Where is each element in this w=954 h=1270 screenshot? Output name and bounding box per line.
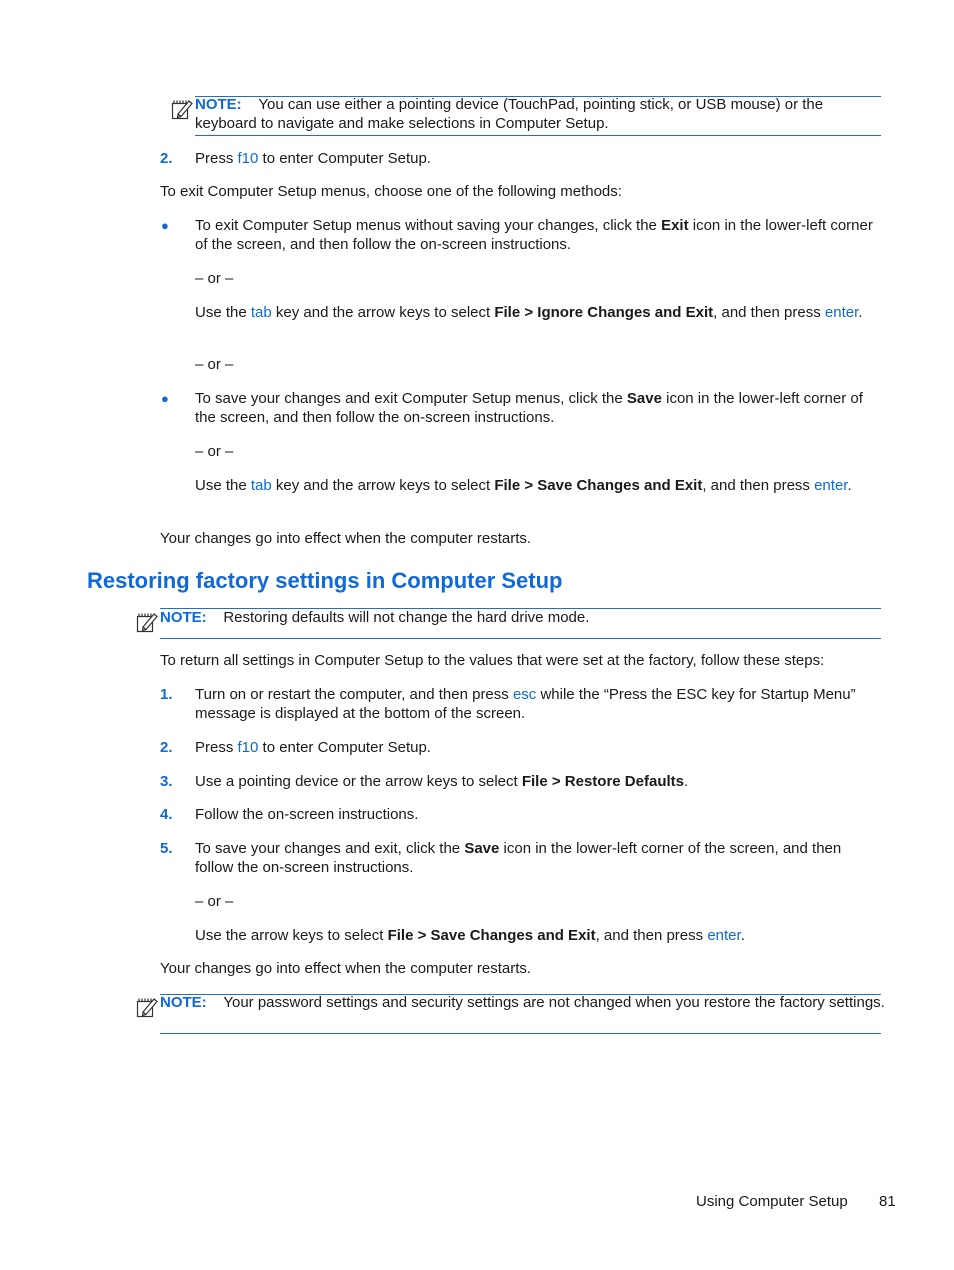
step-number: 3. xyxy=(160,773,173,790)
step-text xyxy=(195,738,885,757)
key-enter: enter xyxy=(814,477,848,494)
key-esc: esc xyxy=(512,686,537,703)
or-separator: – or – xyxy=(195,356,234,373)
bullet-text xyxy=(195,216,885,254)
bullet-marker: ● xyxy=(161,218,169,233)
note-text xyxy=(160,993,885,1012)
step-text-part: to enter Computer Setup. xyxy=(258,150,431,167)
bullet-text-part: To save your changes and exit Computer Setup menus, click the xyxy=(195,390,627,407)
note-label: NOTE: xyxy=(160,994,207,1011)
effect-text: Your changes go into effect when the computer restarts. xyxy=(160,960,532,977)
alt-text xyxy=(195,476,885,495)
note-body: You can use either a pointing device (TouchPad, pointing stick, or USB mouse) or the keyboard to navigate and make selections in Computer Setup. xyxy=(195,96,824,132)
or-separator: – or – xyxy=(195,443,234,460)
alt-text-part: Use the arrow keys to select xyxy=(195,927,388,944)
alt-text-part: Use the xyxy=(195,477,251,494)
note-label: NOTE: xyxy=(160,609,207,626)
alt-text-part: , and then press xyxy=(595,927,708,944)
alt-text-part: , and then press xyxy=(713,304,825,321)
step-text-part: Use a pointing device or the arrow keys to select xyxy=(195,773,522,790)
step-text-part: Press xyxy=(195,150,238,167)
bullet-marker: ● xyxy=(161,391,169,406)
alt-text xyxy=(195,303,885,322)
alt-text-part: . xyxy=(847,477,852,494)
step-text-part: while the “Press the ESC key for Startup Menu” message is displayed at the bottom of the screen. xyxy=(195,686,856,722)
bullet-text xyxy=(195,389,885,427)
page-number: 81 xyxy=(879,1193,896,1210)
step-number: 5. xyxy=(160,840,173,857)
alt-text-part: . xyxy=(740,927,745,944)
step-text xyxy=(195,839,875,877)
bullet-text-part: To exit Computer Setup menus without saving your changes, click the xyxy=(195,217,662,234)
note-body: Restoring defaults will not change the hard drive mode. xyxy=(223,609,590,626)
section-title: Restoring factory settings in Computer Setup xyxy=(87,568,563,593)
key-tab: tab xyxy=(250,477,272,494)
note-text xyxy=(160,608,885,627)
alt-text xyxy=(195,926,885,945)
note-label: NOTE: xyxy=(195,96,242,113)
step-text-part: to enter Computer Setup. xyxy=(258,739,431,756)
key-enter: enter xyxy=(824,304,859,321)
bullet-text-bold: Exit xyxy=(661,217,689,234)
footer-section: Using Computer Setup xyxy=(696,1193,848,1210)
step-number: 2. xyxy=(160,150,173,167)
step-text-part: To save your changes and exit, click the xyxy=(195,840,465,857)
or-separator: – or – xyxy=(195,270,234,287)
alt-text-bold: File > Save Changes and Exit xyxy=(387,927,596,944)
alt-text-part: , and then press xyxy=(702,477,815,494)
step-text-part: . xyxy=(683,773,689,790)
note-icon xyxy=(170,97,194,121)
restore-intro: To return all settings in Computer Setup to the values that were set at the factory, follow these steps: xyxy=(160,652,825,669)
step-text-part: Press xyxy=(195,739,238,756)
step-text-bold: File > Restore Defaults xyxy=(521,773,684,790)
or-separator: – or – xyxy=(195,893,234,910)
step-text xyxy=(195,685,875,723)
bullet-text-part: icon in the lower-left corner of the screen, and then follow the on-screen instructions. xyxy=(195,217,873,253)
step-text xyxy=(195,149,885,168)
key-f10: f10 xyxy=(237,150,259,167)
step-text xyxy=(195,772,885,791)
step-text-bold: Save xyxy=(464,840,500,857)
step-number: 2. xyxy=(160,739,173,756)
alt-text-part: Use the xyxy=(195,304,251,321)
alt-text-part: key and the arrow keys to select xyxy=(271,304,495,321)
key-enter: enter xyxy=(707,927,741,944)
alt-text-part: key and the arrow keys to select xyxy=(271,477,495,494)
step-text-part: icon in the lower-left corner of the screen, and then follow the on-screen instructions. xyxy=(195,840,842,876)
step-number: 1. xyxy=(160,686,173,703)
note-icon xyxy=(135,995,159,1019)
alt-text-bold: File > Ignore Changes and Exit xyxy=(494,304,714,321)
step-number: 4. xyxy=(160,806,173,823)
alt-text-bold: File > Save Changes and Exit xyxy=(494,477,703,494)
step-text: Follow the on-screen instructions. xyxy=(195,806,419,823)
step-text-part: Turn on or restart the computer, and then press xyxy=(195,686,513,703)
bullet-text-part: icon in the lower-left corner of the screen, and then follow the on-screen instructions. xyxy=(195,390,863,426)
note-text xyxy=(195,95,885,133)
key-tab: tab xyxy=(250,304,272,321)
alt-text-part: . xyxy=(858,304,863,321)
bullet-text-bold: Save xyxy=(626,390,662,407)
note-icon xyxy=(135,610,159,634)
key-f10: f10 xyxy=(237,739,259,756)
note-body: Your password settings and security settings are not changed when you restore the factory settings. xyxy=(223,994,885,1011)
exit-intro: To exit Computer Setup menus, choose one of the following methods: xyxy=(160,183,622,200)
effect-text: Your changes go into effect when the computer restarts. xyxy=(160,530,532,547)
